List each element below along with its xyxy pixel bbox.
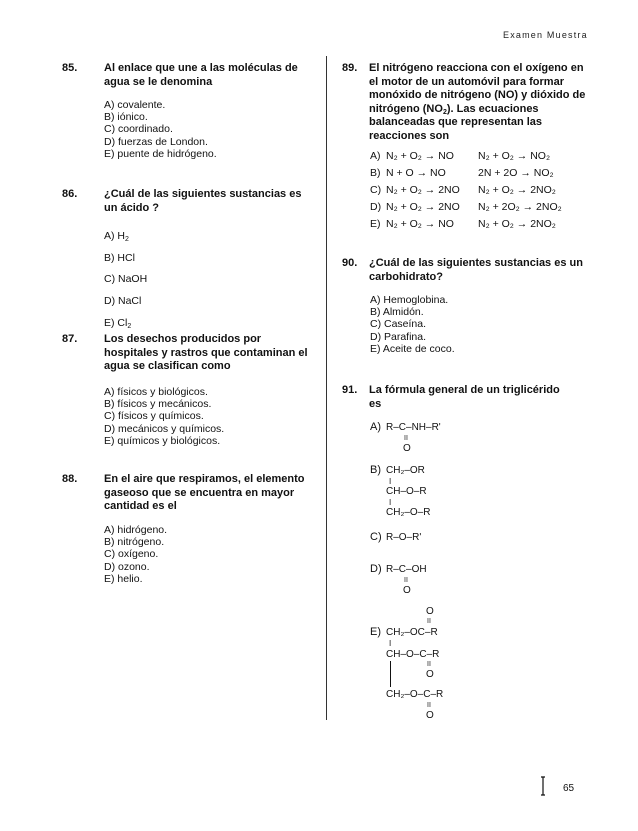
page-bracket-icon xyxy=(541,776,545,796)
option-e[interactable]: E) puente de hidrógeno. xyxy=(104,147,217,160)
reaction-1: N₂ + O₂ → 2NO xyxy=(386,201,460,213)
option-e[interactable]: E) helio. xyxy=(104,572,143,585)
option-a[interactable]: A) $H_2$ xyxy=(104,230,129,243)
connecting-bond-line xyxy=(390,661,391,687)
options-89 xyxy=(370,150,600,240)
oxygen-atom: O xyxy=(426,710,434,721)
question-number: 90. xyxy=(342,257,358,269)
reaction-2: N₂ + 2O₂ → 2NO₂ xyxy=(478,201,562,213)
reaction-1: N₂ + O₂ → NO xyxy=(386,218,454,230)
single-bond: I xyxy=(389,639,392,648)
question-number: 88. xyxy=(62,473,78,485)
option-a[interactable] xyxy=(370,420,490,458)
option-b[interactable]: B) iónico. xyxy=(104,111,148,124)
question-text: En el aire que respiramos, el elemento gaseoso que se encuentra en mayor cantidad es el xyxy=(104,473,305,512)
reaction-2: N₂ + O₂ → NO₂ xyxy=(478,150,551,162)
option-d[interactable]: D) N₂ + O₂ → 2NO N₂ + 2O₂ → 2NO₂ xyxy=(370,201,562,213)
option-b[interactable] xyxy=(370,465,490,523)
option-a[interactable]: A) hidrógeno. xyxy=(104,524,168,536)
question-text: Al enlace que une a las moléculas de agua se le denomina xyxy=(104,62,298,88)
option-d[interactable]: D) mecánicos y químicos. xyxy=(104,422,225,435)
double-bond: II xyxy=(404,435,408,442)
question-number: 91. xyxy=(342,384,358,396)
reaction-2: N₂ + O₂ → 2NO₂ xyxy=(478,218,556,230)
page-number: 65 xyxy=(563,783,575,794)
option-a[interactable]: A) N₂ + O₂ → NO N₂ + O₂ → NO₂ xyxy=(370,150,551,162)
option-c[interactable]: C) Caseína. xyxy=(370,318,427,331)
single-bond: I xyxy=(389,498,392,507)
option-label: A) xyxy=(370,421,381,433)
option-d[interactable]: D) ozono. xyxy=(104,560,150,573)
option-e[interactable]: E) Aceite de coco. xyxy=(370,342,455,355)
formula-line: R–C–OH xyxy=(386,564,427,575)
option-label: C) xyxy=(370,531,382,543)
question-number: 85. xyxy=(62,62,78,74)
formula-line-3: CH₂–O–C–R xyxy=(386,689,444,700)
question-number: 87. xyxy=(62,333,78,345)
question-text: El nitrógeno reacciona con el oxígeno en el motor de un automóvil para formar monóxido de nitrógeno (NO) y dióxido de nitrógeno $(NO_2)$. Las ecuaciones balanceadas que representan las reacciones son xyxy=(369,62,586,142)
oxygen-atom: O xyxy=(403,443,411,454)
oxygen-atom: O xyxy=(403,585,411,596)
oxygen-atom: O xyxy=(426,606,434,617)
option-b[interactable]: B) N + O → NO 2N + 2O → NO₂ xyxy=(370,167,554,179)
options-90 xyxy=(370,294,455,355)
double-bond: II xyxy=(404,577,408,584)
question-text: ¿Cuál de las siguientes sustancias es un ácido ? xyxy=(104,188,302,214)
reaction-2: N₂ + O₂ → 2NO₂ xyxy=(478,184,556,196)
single-bond: I xyxy=(389,477,392,486)
option-c[interactable]: C) físicos y químicos. xyxy=(104,410,204,423)
formula-line: R–O–R' xyxy=(386,532,422,543)
option-c[interactable] xyxy=(370,532,490,548)
options-86 xyxy=(104,230,147,339)
option-label: D) xyxy=(370,563,382,575)
option-label: E) xyxy=(370,626,381,638)
option-d[interactable] xyxy=(370,564,490,602)
page-header: Examen Muestra xyxy=(503,30,588,40)
formula-line: R–C–NH–R' xyxy=(386,422,441,433)
option-e[interactable] xyxy=(370,606,490,724)
option-c[interactable]: C) oxígeno. xyxy=(104,548,159,561)
option-e[interactable]: E) químicos y biológicos. xyxy=(104,434,221,447)
options-88 xyxy=(104,524,167,585)
formula-line-2: CH–O–C–R xyxy=(386,649,440,660)
double-bond: II xyxy=(427,702,431,709)
double-bond: II xyxy=(427,661,431,668)
question-text: Los desechos producidos por hospitales y rastros que contaminan el agua se clasifican como xyxy=(104,333,308,372)
option-c[interactable]: C) coordinado. xyxy=(104,123,173,136)
option-d[interactable]: D) fuerzas de London. xyxy=(104,135,208,148)
formula-line-3: CH₂–O–R xyxy=(386,507,431,518)
question-text: La fórmula general de un triglicérido es xyxy=(369,384,560,410)
option-label: B) xyxy=(370,464,381,476)
option-b[interactable]: B) HCl xyxy=(104,251,135,264)
option-b[interactable]: B) físicos y mecánicos. xyxy=(104,398,212,411)
option-e[interactable]: E) $Cl_2$ xyxy=(104,316,132,330)
option-a[interactable]: A) covalente. xyxy=(104,99,166,111)
option-b[interactable]: B) Almidón. xyxy=(370,306,424,319)
option-a[interactable]: A) físicos y biológicos. xyxy=(104,386,208,398)
option-d[interactable]: D) NaCl xyxy=(104,295,142,308)
formula-line-1: CH₂–OR xyxy=(386,465,425,476)
question-number: 86. xyxy=(62,188,78,200)
reaction-1: N + O → NO xyxy=(386,167,446,179)
question-text: ¿Cuál de las siguientes sustancias es un carbohidrato? xyxy=(369,257,583,283)
reaction-1: N₂ + O₂ → 2NO xyxy=(386,184,460,196)
column-divider xyxy=(326,56,327,720)
options-85 xyxy=(104,99,217,160)
options-87 xyxy=(104,386,224,447)
option-b[interactable]: B) nitrógeno. xyxy=(104,536,165,549)
reaction-1: N₂ + O₂ → NO xyxy=(386,150,454,162)
formula-line-2: CH–O–R xyxy=(386,486,427,497)
double-bond: II xyxy=(427,618,431,625)
option-e[interactable]: E) N₂ + O₂ → NO N₂ + O₂ → 2NO₂ xyxy=(370,218,556,230)
option-c[interactable]: C) NaOH xyxy=(104,273,148,286)
reaction-2: 2N + 2O → NO₂ xyxy=(478,167,554,179)
option-d[interactable]: D) Parafina. xyxy=(370,330,427,343)
question-number: 89. xyxy=(342,62,358,74)
oxygen-atom: O xyxy=(426,669,434,680)
option-a[interactable]: A) Hemoglobina. xyxy=(370,294,449,306)
option-c[interactable]: C) N₂ + O₂ → 2NO N₂ + O₂ → 2NO₂ xyxy=(370,184,556,196)
formula-line-1: CH₂–OC–R xyxy=(386,627,438,638)
